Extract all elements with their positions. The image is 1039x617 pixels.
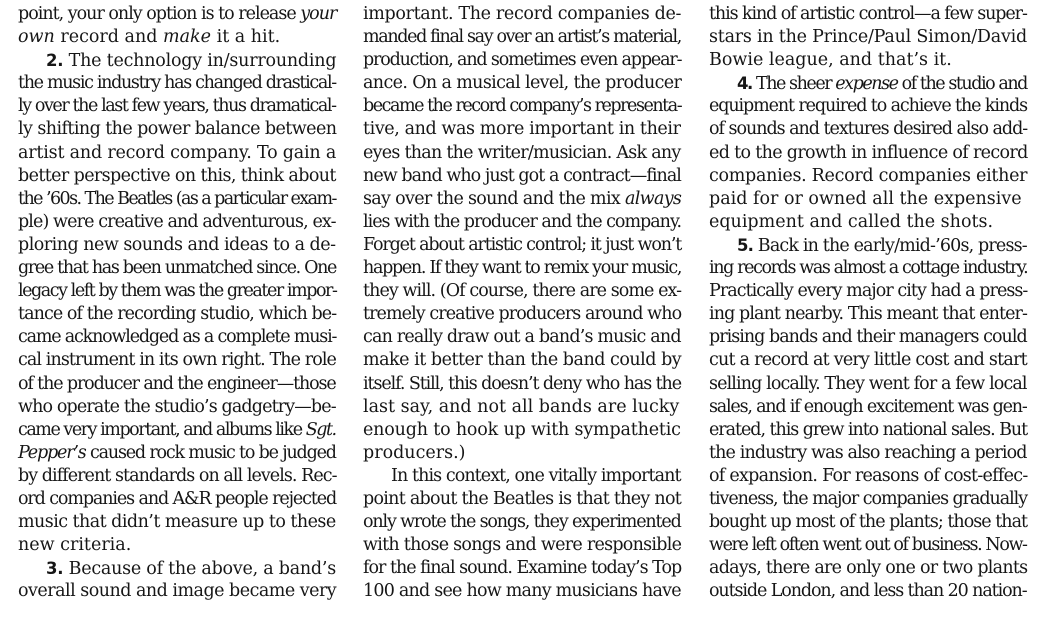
text-line xyxy=(18,557,336,580)
text-run: who operate the studio’s gadgetry—be- xyxy=(18,396,336,417)
text-line xyxy=(709,211,1027,234)
text-line xyxy=(18,442,336,465)
text-run: last say, and not all bands are lucky xyxy=(363,396,680,417)
text-line xyxy=(363,326,681,349)
text-line xyxy=(18,211,336,234)
text-line xyxy=(363,188,681,211)
text-run: ing records was almost a cottage industry. xyxy=(709,258,1028,279)
text-line xyxy=(363,534,681,557)
text-line xyxy=(709,557,1027,580)
text-line xyxy=(363,465,681,488)
text-run: The sheer xyxy=(751,74,836,95)
text-line xyxy=(18,165,336,188)
text-run: say over the sound and the mix xyxy=(363,188,625,209)
text-line xyxy=(363,49,681,72)
text-run: for the final sound. Examine today’s Top xyxy=(363,558,682,579)
text-run: stars in the Prince/Paul Simon/David xyxy=(709,27,1027,48)
text-run: paid for or owned all the expensive xyxy=(709,188,1022,209)
text-run: selling locally. They went for a few local xyxy=(709,373,1027,394)
text-line xyxy=(709,3,1027,26)
text-run: In this context, one vitally important xyxy=(391,465,681,486)
text-line xyxy=(709,396,1027,419)
text-line xyxy=(709,349,1027,372)
text-run: tive, and was more important in their xyxy=(363,119,681,140)
text-run: ly over the last few years, thus dramatical- xyxy=(18,96,336,117)
text-column-1 xyxy=(18,3,336,603)
text-run: prising bands and their managers could xyxy=(709,327,1027,348)
text-line xyxy=(18,3,336,26)
text-run: Practically every major city had a press- xyxy=(709,281,1028,302)
text-column-3 xyxy=(709,3,1027,603)
text-line xyxy=(363,3,681,26)
text-run: it a hit. xyxy=(211,27,281,48)
text-run: outside London, and less than 20 nation- xyxy=(709,581,1027,602)
text-line xyxy=(363,211,681,234)
text-run: ord companies and A&R people rejected xyxy=(18,488,337,509)
text-line xyxy=(709,257,1027,280)
text-line xyxy=(18,534,336,557)
text-line xyxy=(709,49,1027,72)
section-number: 5. xyxy=(737,235,754,255)
text-line xyxy=(18,26,336,49)
text-run: of the studio and xyxy=(897,74,1027,95)
section-number: 2. xyxy=(46,51,64,71)
text-run: adays, there are only one or two plants xyxy=(709,558,1028,579)
text-line xyxy=(18,257,336,280)
text-run: itself. Still, this doesn’t deny who has the xyxy=(363,373,681,394)
text-run: eyes than the writer/musician. Ask any xyxy=(363,142,681,163)
text-run: Bowie league, and that’s it. xyxy=(709,50,952,71)
text-run: cut a record at very little cost and start xyxy=(709,350,1027,371)
text-line xyxy=(709,326,1027,349)
text-line xyxy=(363,165,681,188)
text-run: companies. Record companies either xyxy=(709,165,1028,186)
text-run: ing plant nearby. This meant that enter- xyxy=(709,304,1028,325)
text-run: production, and sometimes even appear- xyxy=(363,50,682,71)
text-line xyxy=(709,373,1027,396)
text-line xyxy=(363,419,681,442)
text-line xyxy=(363,142,681,165)
text-run: only wrote the songs, they experimented xyxy=(363,512,681,533)
text-line xyxy=(363,280,681,303)
text-run: of sounds and textures desired also add- xyxy=(709,119,1028,140)
text-run: The technology in/surrounding xyxy=(63,51,337,72)
text-run: manded final say over an artist’s material, xyxy=(363,27,681,48)
text-run: they will. (Of course, there are some ex- xyxy=(363,281,682,302)
text-run: 100 and see how many musicians have xyxy=(363,581,681,602)
text-run: legacy left by them was the greater impor- xyxy=(18,281,337,302)
text-run: better perspective on this, think about xyxy=(18,165,336,186)
text-line xyxy=(18,373,336,396)
text-run: point about the Beatles is that they not xyxy=(363,488,682,509)
text-line xyxy=(709,419,1027,442)
emphasis-text: your xyxy=(300,4,337,24)
text-run: caused rock music to be judged xyxy=(85,442,336,463)
text-line xyxy=(18,72,336,95)
text-line xyxy=(709,95,1027,118)
text-line xyxy=(18,234,336,257)
text-run: ed to the growth in influence of record xyxy=(709,142,1028,163)
text-run: new criteria. xyxy=(18,535,132,556)
text-line xyxy=(709,488,1027,511)
text-run: music that didn’t measure up to these xyxy=(18,512,336,533)
text-run: bought up most of the plants; those that xyxy=(709,512,1028,533)
text-run: artist and record company. To gain a xyxy=(18,142,337,163)
text-line xyxy=(363,557,681,580)
text-run: sales, and if enough excitement was gen- xyxy=(709,396,1027,417)
text-line xyxy=(18,326,336,349)
section-number: 4. xyxy=(737,74,752,94)
text-run: important. The record companies de- xyxy=(363,4,682,24)
text-run: the ’60s. The Beatles (as a particular exam- xyxy=(18,188,336,209)
text-line xyxy=(709,303,1027,326)
text-run: ance. On a musical level, the producer xyxy=(363,73,682,94)
text-run: point, your only option is to release xyxy=(18,4,301,24)
text-run: of expansion. For reasons of cost-effec- xyxy=(709,465,1028,486)
text-line xyxy=(18,396,336,419)
text-line xyxy=(363,349,681,372)
text-line xyxy=(363,72,681,95)
text-line xyxy=(363,580,681,603)
text-run: came very important, and albums like xyxy=(18,419,306,440)
text-run: new band who just got a contract—final xyxy=(363,165,681,186)
text-line xyxy=(18,419,336,442)
text-line xyxy=(18,511,336,534)
text-line xyxy=(709,442,1027,465)
text-line xyxy=(709,280,1027,303)
text-line xyxy=(363,118,681,141)
emphasis-text: expense xyxy=(835,74,898,95)
text-run: tremely creative producers around who xyxy=(363,304,682,325)
text-run: overall sound and image became very xyxy=(18,581,337,602)
text-run: became the record company’s representa- xyxy=(363,96,682,117)
text-run: equipment required to achieve the kinds xyxy=(709,96,1027,117)
text-line xyxy=(18,188,336,211)
text-run: with those songs and were responsible xyxy=(363,535,682,556)
text-run: of the producer and the engineer—those xyxy=(18,373,336,394)
text-line xyxy=(709,188,1027,211)
text-run: can really draw out a band’s music and xyxy=(363,327,681,348)
text-line xyxy=(363,26,681,49)
text-line xyxy=(18,49,336,72)
text-line xyxy=(18,142,336,165)
text-line xyxy=(18,349,336,372)
text-line xyxy=(709,26,1027,49)
text-line xyxy=(363,303,681,326)
text-line xyxy=(709,165,1027,188)
text-run: Because of the above, a band’s xyxy=(63,559,336,580)
text-run: cal instrument in its own right. The role xyxy=(18,350,337,371)
text-line xyxy=(363,234,681,257)
text-line xyxy=(709,465,1027,488)
text-line xyxy=(363,396,681,419)
text-run: gree that has been unmatched since. One xyxy=(18,258,337,279)
text-run: came acknowledged as a complete musi- xyxy=(18,327,337,348)
text-run: by different standards on all levels. Rec- xyxy=(18,465,337,486)
text-run: Forget about artistic control; it just won’t xyxy=(363,234,682,255)
text-line xyxy=(18,118,336,141)
text-run: producers.) xyxy=(363,442,466,463)
text-run: erated, this grew into national sales. But xyxy=(709,419,1028,440)
text-run: Back in the early/mid-’60s, press- xyxy=(753,235,1027,256)
text-run: tiveness, the major companies gradually xyxy=(709,488,1028,509)
text-run: the music industry has changed drastical- xyxy=(18,73,336,94)
text-line xyxy=(709,118,1027,141)
text-line xyxy=(709,72,1027,95)
text-run: ploring new sounds and ideas to a de- xyxy=(18,234,336,255)
text-line xyxy=(18,465,336,488)
emphasis-text: make xyxy=(163,27,212,48)
text-run: record and xyxy=(54,27,164,48)
text-line xyxy=(709,142,1027,165)
text-run: ly shifting the power balance between xyxy=(18,119,337,140)
text-line xyxy=(18,303,336,326)
text-column-2 xyxy=(363,3,681,603)
emphasis-text: Pepper’s xyxy=(18,442,86,463)
text-run: tance of the recording studio, which be- xyxy=(18,304,337,325)
text-run: were left often went out of business. Now- xyxy=(709,535,1027,556)
text-line xyxy=(18,95,336,118)
text-line xyxy=(18,280,336,303)
emphasis-text: Sgt. xyxy=(305,419,336,440)
text-line xyxy=(363,257,681,280)
text-line xyxy=(18,488,336,511)
text-run: enough to hook up with sympathetic xyxy=(363,419,681,440)
text-line xyxy=(363,488,681,511)
text-run: equipment and called the shots. xyxy=(709,211,994,232)
text-line xyxy=(709,234,1027,257)
text-line xyxy=(709,534,1027,557)
text-run: ple) were creative and adventurous, ex- xyxy=(18,211,336,232)
text-run: lies with the producer and the company. xyxy=(363,211,682,232)
text-run: the industry was also reaching a period xyxy=(709,442,1027,463)
text-line xyxy=(18,580,336,603)
text-run: make it better than the band could by xyxy=(363,350,682,371)
text-run: happen. If they want to remix your music, xyxy=(363,258,682,279)
text-run: this kind of artistic control—a few super- xyxy=(709,4,1027,24)
emphasis-text: own xyxy=(18,27,55,48)
text-line xyxy=(363,442,681,465)
section-number: 3. xyxy=(46,559,64,579)
text-line xyxy=(363,373,681,396)
emphasis-text: always xyxy=(624,188,682,209)
text-line xyxy=(363,511,681,534)
text-line xyxy=(709,580,1027,603)
text-line xyxy=(709,511,1027,534)
text-line xyxy=(363,95,681,118)
